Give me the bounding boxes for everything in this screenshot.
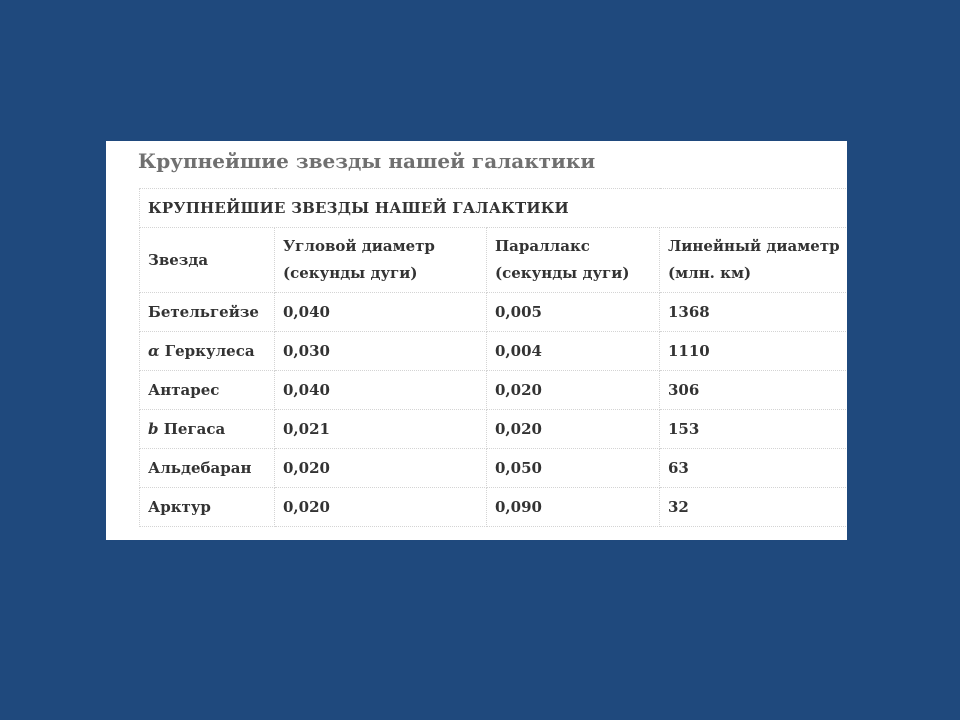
table-caption: КРУПНЕЙШИЕ ЗВЕЗДЫ НАШЕЙ ГАЛАКТИКИ [140,189,848,228]
star-name-cell [140,449,275,488]
column-header-star: Звезда [140,228,275,293]
angular-diameter-cell: 0,030 [275,332,487,371]
star-name: Антарес [148,381,220,399]
angular-diameter-cell: 0,040 [275,293,487,332]
linear-diameter-cell: 63 [660,449,848,488]
star-name-cell [140,332,275,371]
star-name-cell [140,293,275,332]
column-header-angular-diameter: Угловой диаметр (секунды дуги) [275,228,487,293]
table-caption-row [140,189,848,228]
star-name: Бетельгейзе [148,303,259,321]
table-panel [106,141,847,540]
linear-diameter-cell: 1110 [660,332,848,371]
table-row [140,293,848,332]
star-name-cell [140,410,275,449]
parallax-cell: 0,050 [487,449,660,488]
page-title: Крупнейшие звезды нашей галактики [138,149,596,173]
linear-diameter-cell: 153 [660,410,848,449]
star-name: Альдебаран [148,459,252,477]
column-header-parallax: Параллакс (секунды дуги) [487,228,660,293]
table-row [140,488,848,527]
star-name: Пегаса [163,420,226,438]
linear-diameter-cell: 32 [660,488,848,527]
linear-diameter-cell: 306 [660,371,848,410]
star-name-cell [140,371,275,410]
angular-diameter-cell: 0,020 [275,488,487,527]
star-name-cell [140,488,275,527]
star-name: Геркулеса [164,342,255,360]
parallax-cell: 0,004 [487,332,660,371]
linear-diameter-cell: 1368 [660,293,848,332]
angular-diameter-cell: 0,021 [275,410,487,449]
star-letter-prefix: b [148,420,159,438]
table-header-row [140,228,848,293]
star-name: Арктур [148,498,211,516]
angular-diameter-cell: 0,040 [275,371,487,410]
parallax-cell: 0,020 [487,371,660,410]
table-row [140,449,848,488]
column-header-linear-diameter: Линейный диаметр (млн. км) [660,228,848,293]
table-row [140,371,848,410]
stars-table [139,188,847,527]
parallax-cell: 0,005 [487,293,660,332]
parallax-cell: 0,090 [487,488,660,527]
table-row [140,410,848,449]
parallax-cell: 0,020 [487,410,660,449]
table-row [140,332,848,371]
star-greek-letter: α [148,342,160,360]
angular-diameter-cell: 0,020 [275,449,487,488]
